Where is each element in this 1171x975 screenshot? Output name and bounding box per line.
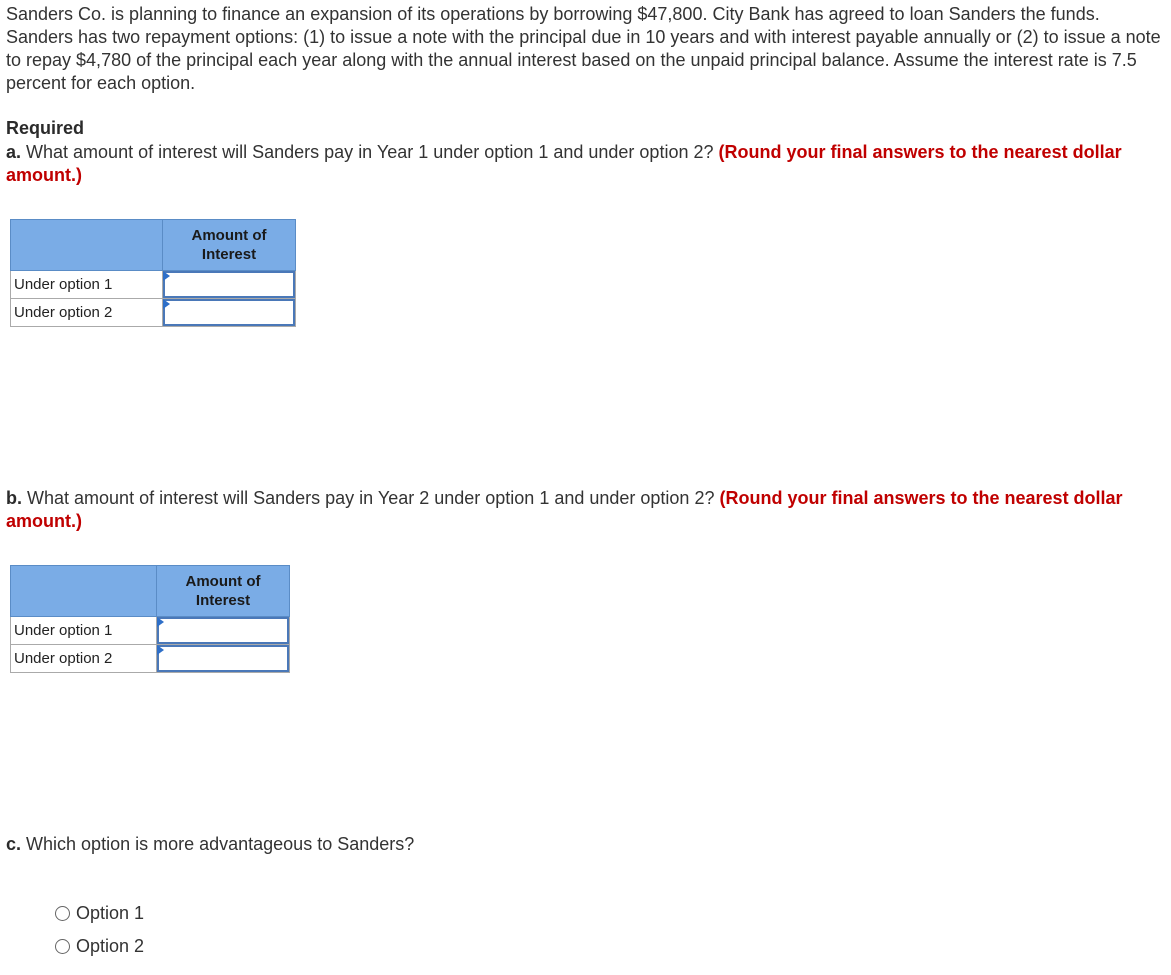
option-radio-group — [55, 897, 144, 963]
column-header-amount-of-interest: Amount of Interest — [157, 566, 290, 617]
required-heading: Required — [6, 118, 85, 138]
radio-option-2-label: Option 2 — [76, 936, 145, 956]
radio-button-icon[interactable] — [55, 939, 70, 954]
input-cell — [157, 617, 290, 645]
question-b-text: What amount of interest will Sanders pay in Year 2 under option 1 and under option 2? — [27, 488, 715, 508]
question-a — [6, 141, 1166, 187]
year2-option2-interest-input[interactable] — [157, 645, 289, 672]
cell-marker-icon — [157, 617, 164, 627]
question-c-text: Which option is more advantageous to Sanders? — [26, 834, 415, 854]
question-c — [6, 833, 1166, 856]
question-b-instruction: (Round your final answers to the nearest dollar amount.) — [6, 488, 1123, 531]
input-cell — [163, 299, 296, 327]
table-row — [11, 271, 296, 299]
cell-marker-icon — [163, 271, 170, 281]
table-header-row — [11, 566, 290, 617]
input-cell — [157, 645, 290, 673]
table-corner-cell — [11, 566, 157, 617]
cell-marker-icon — [157, 645, 164, 655]
row-label-option-2: Under option 2 — [11, 299, 163, 327]
table-row — [11, 645, 290, 673]
row-label-option-2: Under option 2 — [11, 645, 157, 673]
radio-button-icon[interactable] — [55, 906, 70, 921]
row-label-option-1: Under option 1 — [11, 271, 163, 299]
radio-option-1-label: Option 1 — [76, 903, 145, 923]
answer-table-a — [10, 219, 296, 327]
question-a-instruction: (Round your final answers to the nearest dollar amount.) — [6, 142, 1122, 185]
table-row — [11, 299, 296, 327]
year1-option1-interest-input[interactable] — [163, 271, 295, 298]
question-b-letter: b. — [6, 488, 22, 508]
column-header-amount-of-interest: Amount of Interest — [163, 220, 296, 271]
question-b — [6, 487, 1166, 533]
input-cell — [163, 271, 296, 299]
table-header-row — [11, 220, 296, 271]
row-label-option-1: Under option 1 — [11, 617, 157, 645]
answer-table-b — [10, 565, 290, 673]
question-c-letter: c. — [6, 834, 22, 854]
year2-option1-interest-input[interactable] — [157, 617, 289, 644]
radio-option-2[interactable] — [55, 930, 144, 963]
year1-option2-interest-input[interactable] — [163, 299, 295, 326]
table-corner-cell — [11, 220, 163, 271]
cell-marker-icon — [163, 299, 170, 309]
question-a-text: What amount of interest will Sanders pay in Year 1 under option 1 and under option 2? — [26, 142, 714, 162]
radio-option-1[interactable] — [55, 897, 144, 930]
question-a-letter: a. — [6, 142, 22, 162]
problem-statement: Sanders Co. is planning to finance an expansion of its operations by borrowing $47,800. City Bank has agreed to loan Sanders the funds. Sanders has two repayment options: (1) to issue a note with the principal due in 10 years and with interest payable annually or (2) to issue a note to repay $4,780 of the principal each year along with the annual interest based on the unpaid principal balance. Assume the interest rate is 7.5 percent for each option. — [6, 4, 1161, 93]
table-row — [11, 617, 290, 645]
